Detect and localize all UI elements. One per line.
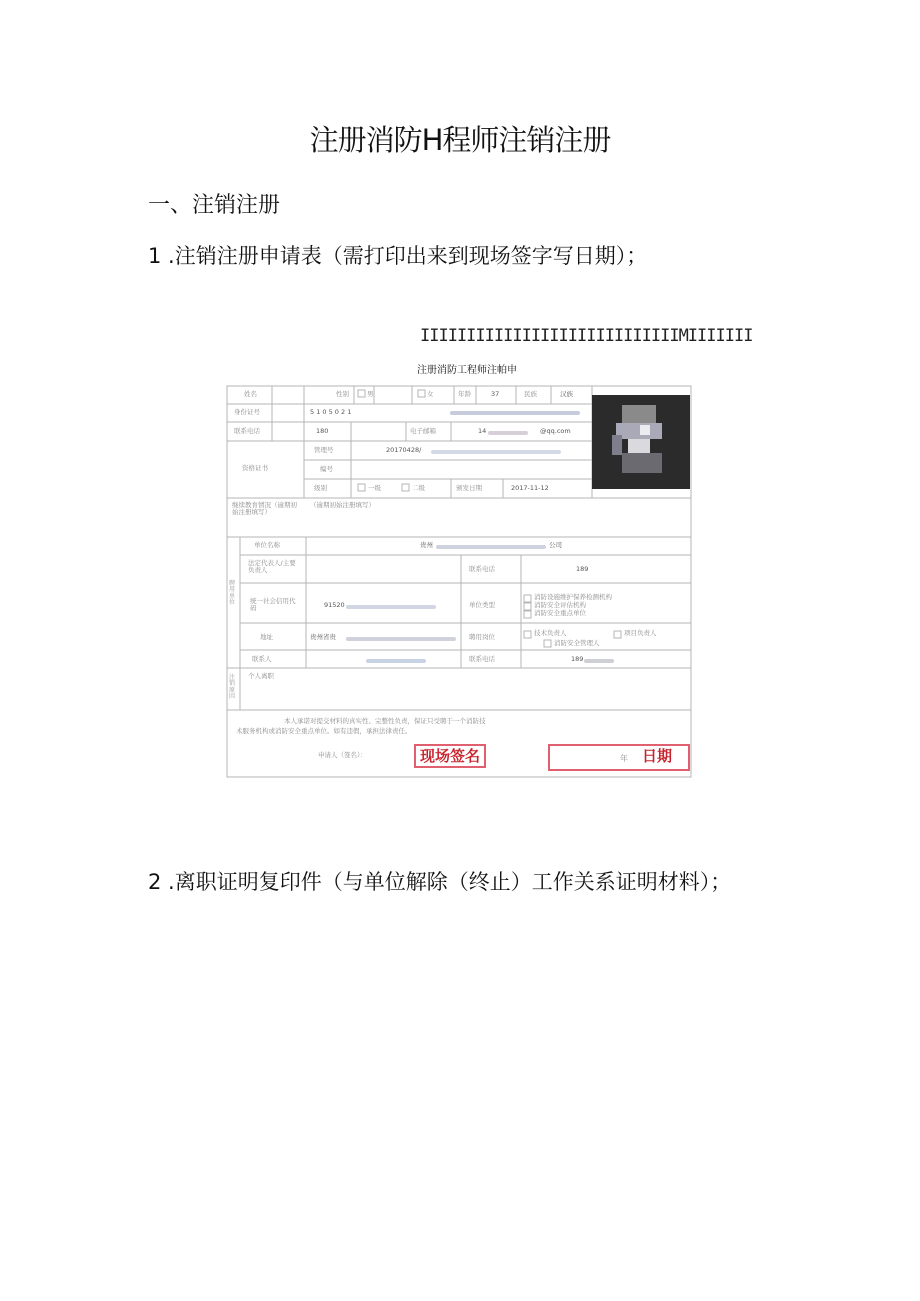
- redacted-address: [346, 637, 456, 641]
- label-legal-rep: 法定代表人/主要负责人: [248, 559, 296, 575]
- label-unit-name: 单位名称: [254, 541, 280, 549]
- credit-value: 91520: [324, 601, 345, 609]
- label-contact-phone: 联系电话: [469, 565, 495, 573]
- stamp-onsite-signature: 现场签名: [414, 744, 486, 768]
- label-applicant: 申请人（签名）：: [318, 751, 367, 759]
- barcode: IIIIIIIIIIIIIIIIIIIIIIIIIIIIMIIIIIII: [420, 326, 753, 346]
- contact-phone-2-value: 189: [571, 655, 584, 663]
- label-cont-edu: 继续教育情况（逾期初始注册填写）: [232, 501, 297, 517]
- reason-value: 个人离职: [248, 672, 274, 680]
- label-position: 聘用岗位: [469, 633, 495, 641]
- position-option-1: 技术负责人: [534, 629, 567, 637]
- label-contact-phone-2: 联系电话: [469, 655, 495, 663]
- option-male: 男: [367, 390, 374, 398]
- redacted-email: [488, 431, 528, 435]
- position-option-3: 消防安全管理人: [554, 639, 600, 647]
- declaration-line-2: 术服务机构或消防安全重点单位。如有违假，承担法律责任。: [236, 727, 412, 735]
- document-title: 注册消防H程师注销注册: [309, 123, 611, 157]
- label-issue-date: 颁发日期: [456, 484, 482, 492]
- label-email: 电子邮箱: [410, 427, 436, 435]
- age-value: 37: [491, 390, 500, 398]
- ethnicity-value: 汉族: [560, 390, 573, 398]
- label-mgmt-no: 管理号: [314, 446, 334, 454]
- label-contact-person: 联系人: [252, 655, 272, 663]
- redacted-id: [450, 411, 580, 415]
- label-gender: 性别: [336, 390, 349, 398]
- label-number: 编号: [320, 465, 333, 473]
- id-value: 5 1 0 5 0 2 1: [310, 408, 352, 416]
- phone-value: 180: [316, 427, 329, 435]
- label-employer-section: 聘用单位: [229, 580, 236, 606]
- address-value: 贵州省贵: [310, 633, 336, 641]
- label-phone: 联系电话: [234, 427, 260, 435]
- id-photo-redacted: [592, 395, 690, 489]
- stamp-date: [548, 744, 690, 771]
- label-level: 级别: [314, 484, 327, 492]
- label-unit-type: 单位类型: [469, 601, 495, 609]
- redacted-phone: [584, 659, 614, 663]
- redacted-credit: [346, 605, 436, 609]
- type-option-3: 消防安全重点单位: [534, 609, 586, 617]
- redacted-unit: [436, 545, 546, 549]
- email-suffix: @qq.com: [540, 427, 571, 435]
- option-level-one: 一级: [368, 484, 381, 492]
- position-option-2: 项目负责人: [624, 629, 657, 637]
- form-title: 注册消防工程师注帕申: [417, 365, 517, 376]
- option-level-two: 二级: [412, 484, 425, 492]
- date-prefix: 年: [619, 754, 628, 763]
- unit-suffix: 公司: [549, 541, 562, 549]
- section-heading: 一、注销注册: [148, 193, 281, 218]
- label-qualification: 资格证书: [242, 464, 268, 472]
- label-address: 地址: [260, 633, 273, 641]
- type-option-1: 消防设施维护保养检测机构: [534, 593, 612, 601]
- option-female: 女: [427, 390, 434, 398]
- email-value: 14: [478, 427, 487, 435]
- unit-value: 贵州: [420, 541, 433, 549]
- label-credit-code: 统一社会信用代码: [250, 597, 296, 613]
- redacted-contact: [366, 659, 426, 663]
- redacted-mgmt: [431, 450, 561, 454]
- contact-phone-value: 189: [576, 565, 589, 573]
- label-age: 年龄: [458, 390, 471, 398]
- issue-value: 2017-11-12: [511, 484, 549, 492]
- date-label: 日期: [641, 747, 672, 765]
- cont-edu-note: （逾期初始注册填写）: [310, 501, 375, 509]
- type-option-2: 消防安全评估机构: [534, 601, 586, 609]
- label-ethnicity: 民族: [524, 390, 537, 398]
- mgmt-value: 20170428/: [386, 446, 422, 454]
- list-item-1: 1 .注销注册申请表（需打印出来到现场签字写日期）；: [148, 244, 648, 268]
- declaration-line-1: 本人承诺对提交材料的真实性、完整性负责，保证只受聘于一个消防技: [284, 717, 486, 725]
- label-name: 姓名: [244, 390, 257, 398]
- list-item-2: 2 .离职证明复印件（与单位解除（终止）工作关系证明材料）；: [148, 870, 732, 894]
- label-id-no: 身份证号: [234, 408, 260, 416]
- label-cancel-reason: 注销原因: [229, 674, 236, 700]
